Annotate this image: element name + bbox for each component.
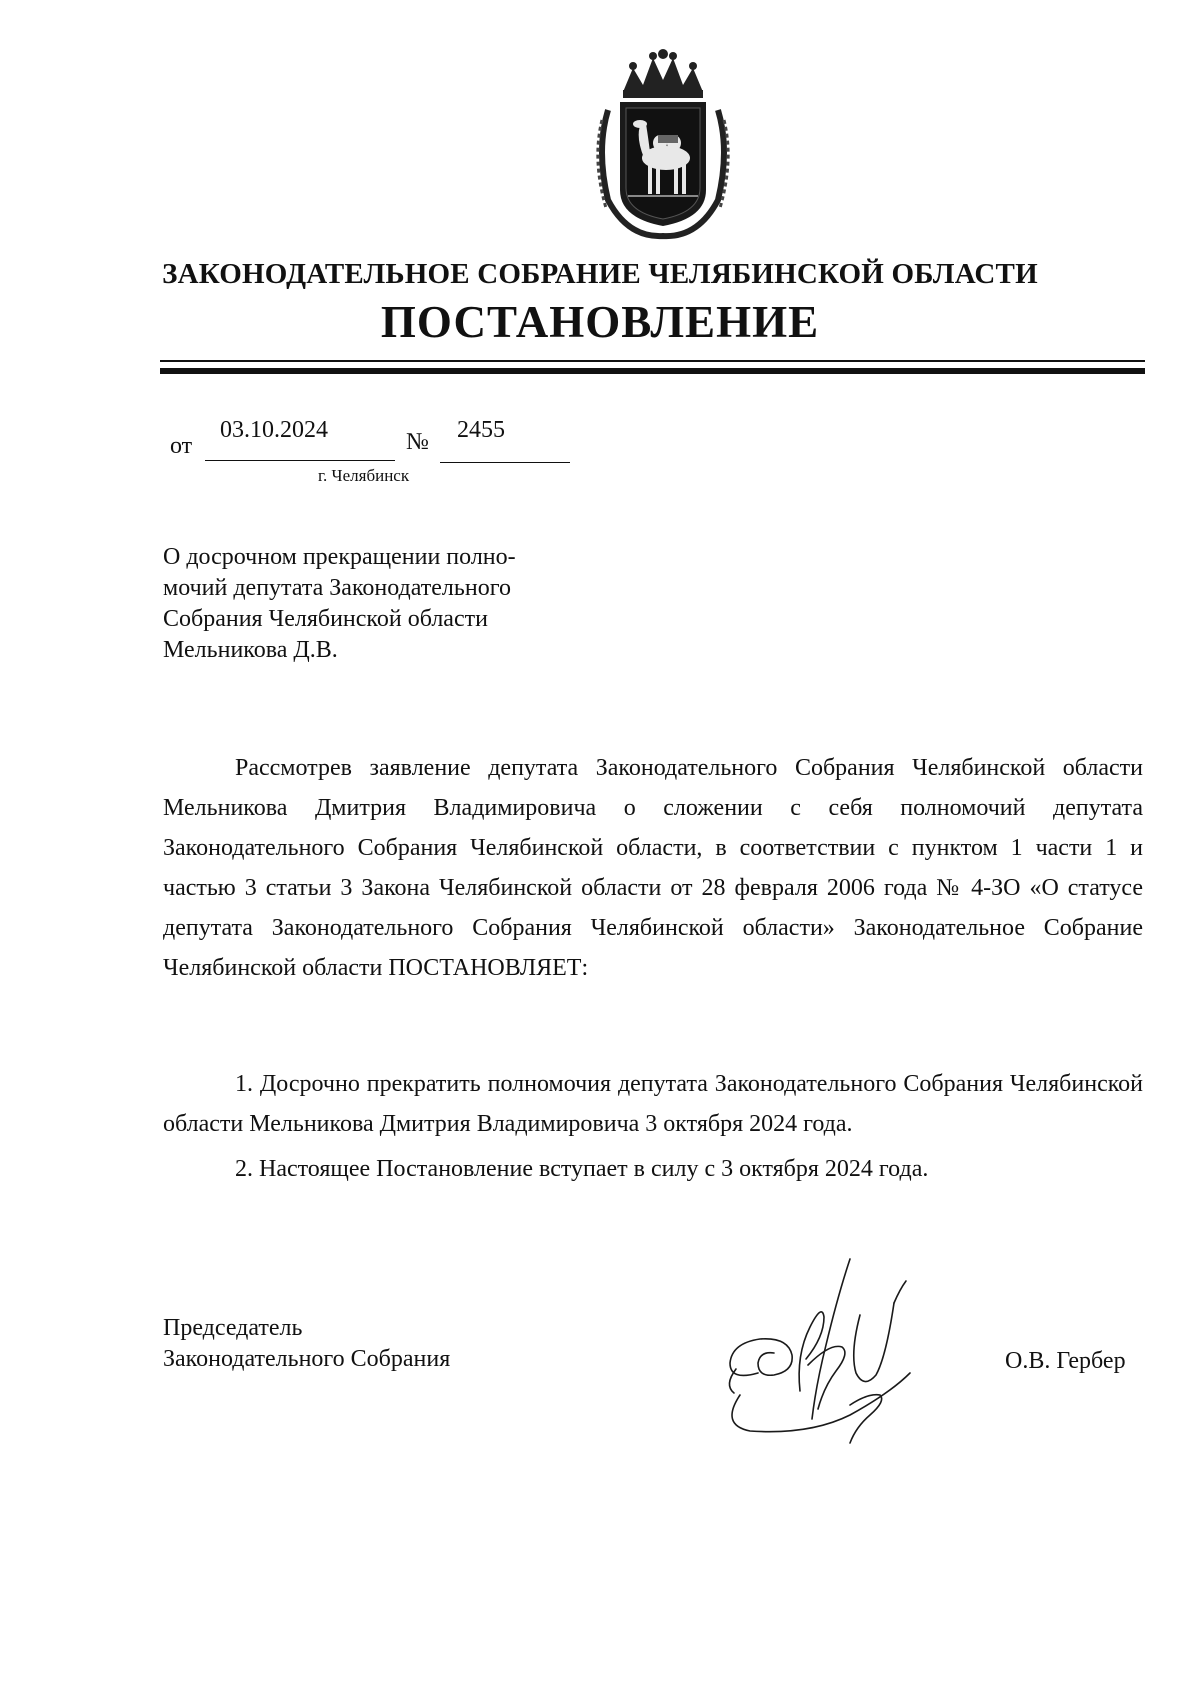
organization-title: ЗАКОНОДАТЕЛЬНОЕ СОБРАНИЕ ЧЕЛЯБИНСКОЙ ОБЛАСТИ (162, 258, 1038, 290)
resolution-clause-1: 1. Досрочно прекратить полномочия депутата Законодательного Собрания Челябинской области Мельникова Дмитрия Владимировича 3 октября 2024 года. (163, 1071, 1143, 1137)
document-number: 2455 (457, 417, 505, 443)
handwritten-signature (700, 1255, 960, 1455)
subject-line: Собрания Челябинской области (163, 606, 488, 632)
document-type-title: ПОСТАНОВЛЕНИЕ (380, 297, 820, 347)
signer-name: О.В. Гербер (1005, 1348, 1126, 1374)
header-divider-thin (160, 360, 1145, 362)
preamble-paragraph: Рассмотрев заявление депутата Законодательного Собрания Челябинской области Мельникова Дмитрия Владимировича о сложении с себя полномочий депутата Законодательного Собрания Челябинской области, в соответствии с пунктом 1 части 1 и частью 3 статьи 3 Закона Челябинской области от 28 февраля 2006 года № 4-ЗО «О статусе депутата Законодательного Собрания Челябинской области» Законодательное Собрание Челябинской области ПОСТАНОВЛЯЕТ: (163, 755, 1143, 981)
issue-city: г. Челябинск (318, 466, 410, 485)
document-date: 03.10.2024 (220, 417, 328, 443)
subject-line: О досрочном прекращении полно- (163, 544, 516, 570)
signer-position-line: Законодательного Собрания (163, 1346, 451, 1372)
date-prefix-label: от (170, 433, 193, 459)
signer-position-line: Председатель (163, 1315, 303, 1341)
coat-of-arms-emblem (588, 40, 738, 240)
number-prefix-label: № (406, 429, 429, 455)
date-underline (205, 460, 395, 461)
header-divider-thick (160, 368, 1145, 374)
document-subject (163, 542, 553, 666)
resolution-clause-2: 2. Настоящее Постановление вступает в силу с 3 октября 2024 года. (235, 1156, 929, 1182)
subject-line: Мельникова Д.В. (163, 637, 338, 663)
number-underline (440, 462, 570, 463)
signer-position (163, 1313, 450, 1375)
subject-line: мочий депутата Законодательного (163, 575, 511, 601)
